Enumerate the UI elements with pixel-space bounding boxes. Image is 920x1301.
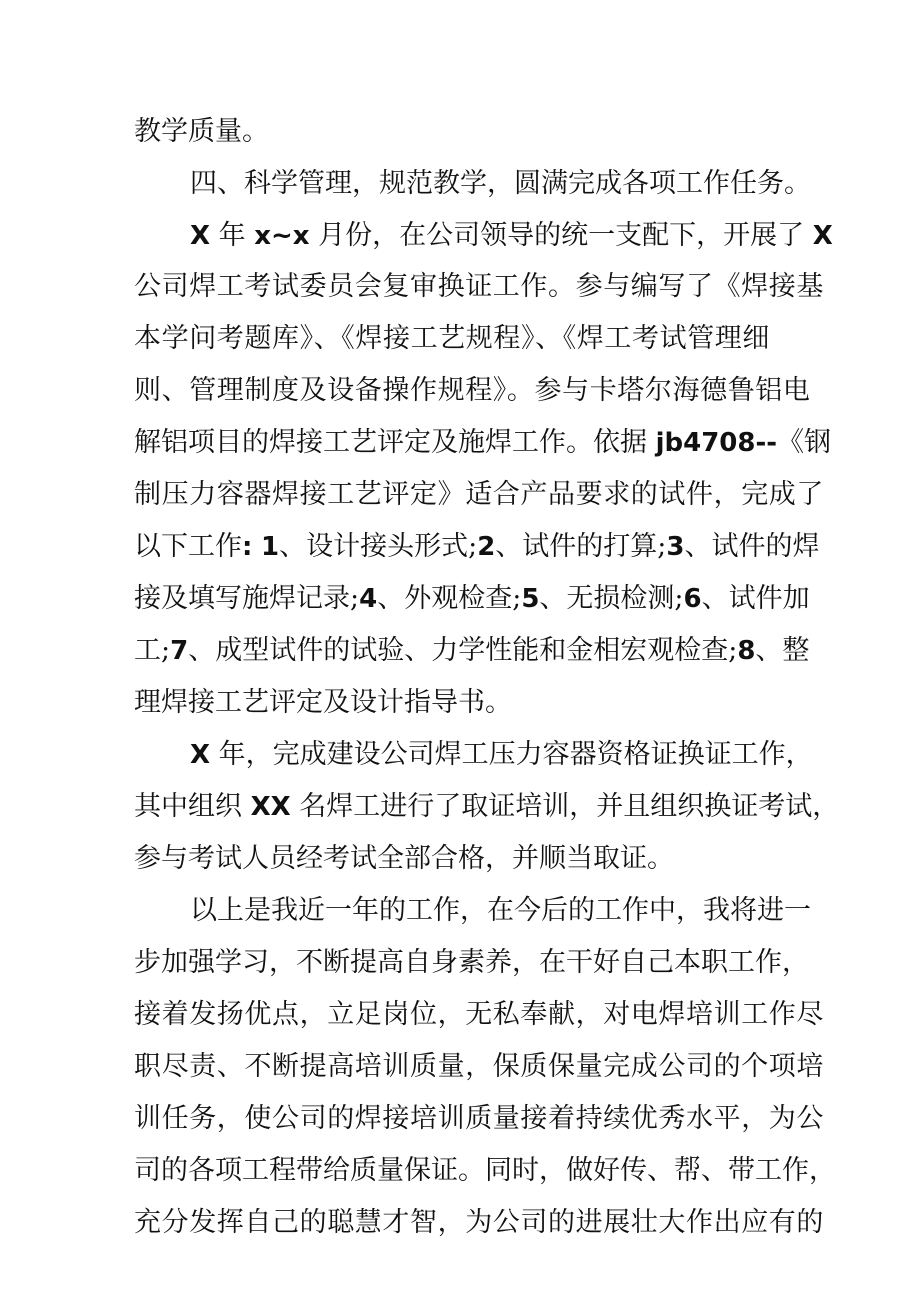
body-text-line: 职尽责、不断提高培训质量，保质保量完成公司的个项培: [134, 1051, 824, 1082]
body-text-line: 制压力容器焊接工艺评定》适合产品要求的试件，完成了: [134, 479, 824, 510]
body-text-line: 司的各项工程带给质量保证。同时，做好传、帮、带工作，: [134, 1155, 836, 1186]
body-text-line: 其中组织 XX 名焊工进行了取证培训，并且组织换证考试，: [134, 791, 840, 822]
body-text-line: 参与考试人员经考试全部合格，并顺当取证。: [134, 843, 674, 874]
body-text-line: 教学质量。: [134, 116, 269, 147]
section-heading: 四、科学管理，规范教学，圆满完成各项工作任务。: [190, 168, 811, 199]
body-text-line: 理焊接工艺评定及设计指导书。: [134, 687, 512, 718]
body-text-line: 则、管理制度及设备操作规程》。参与卡塔尔海德鲁铝电: [134, 375, 811, 406]
body-text-line: 接及填写施焊记录;4、外观检查;5、无损检测;6、试件加: [134, 583, 810, 614]
body-text-line: 公司焊工考试委员会复审换证工作。参与编写了《焊接基: [134, 271, 824, 302]
paragraph-first-line: X 年 x~x 月份，在公司领导的统一支配下，开展了 X: [190, 220, 833, 251]
paragraph-first-line: X 年，完成建设公司焊工压力容器资格证换证工作，: [190, 739, 813, 770]
body-text-line: 充分发挥自己的聪慧才智，为公司的进展壮大作出应有的: [134, 1207, 824, 1238]
body-text-line: 接着发扬优点，立足岗位，无私奉献，对电焊培训工作尽: [134, 999, 824, 1030]
body-text-line: 以下工作: 1、设计接头形式;2、试件的打算;3、试件的焊: [134, 531, 820, 562]
body-text-line: 工;7、成型试件的试验、力学性能和金相宏观检查;8、整: [134, 635, 810, 666]
paragraph-first-line: 以上是我近一年的工作，在今后的工作中，我将进一: [190, 895, 811, 926]
body-text-line: 本学问考题库》、《焊接工艺规程》、《焊工考试管理细: [134, 323, 770, 354]
body-text-line: 训任务，使公司的焊接培训质量接着持续优秀水平，为公: [134, 1103, 824, 1134]
body-text-line: 步加强学习，不断提高自身素养，在干好自己本职工作，: [134, 947, 809, 978]
body-text-line: 解铝项目的焊接工艺评定及施焊工作。依据 jb4708--《钢: [134, 427, 832, 458]
